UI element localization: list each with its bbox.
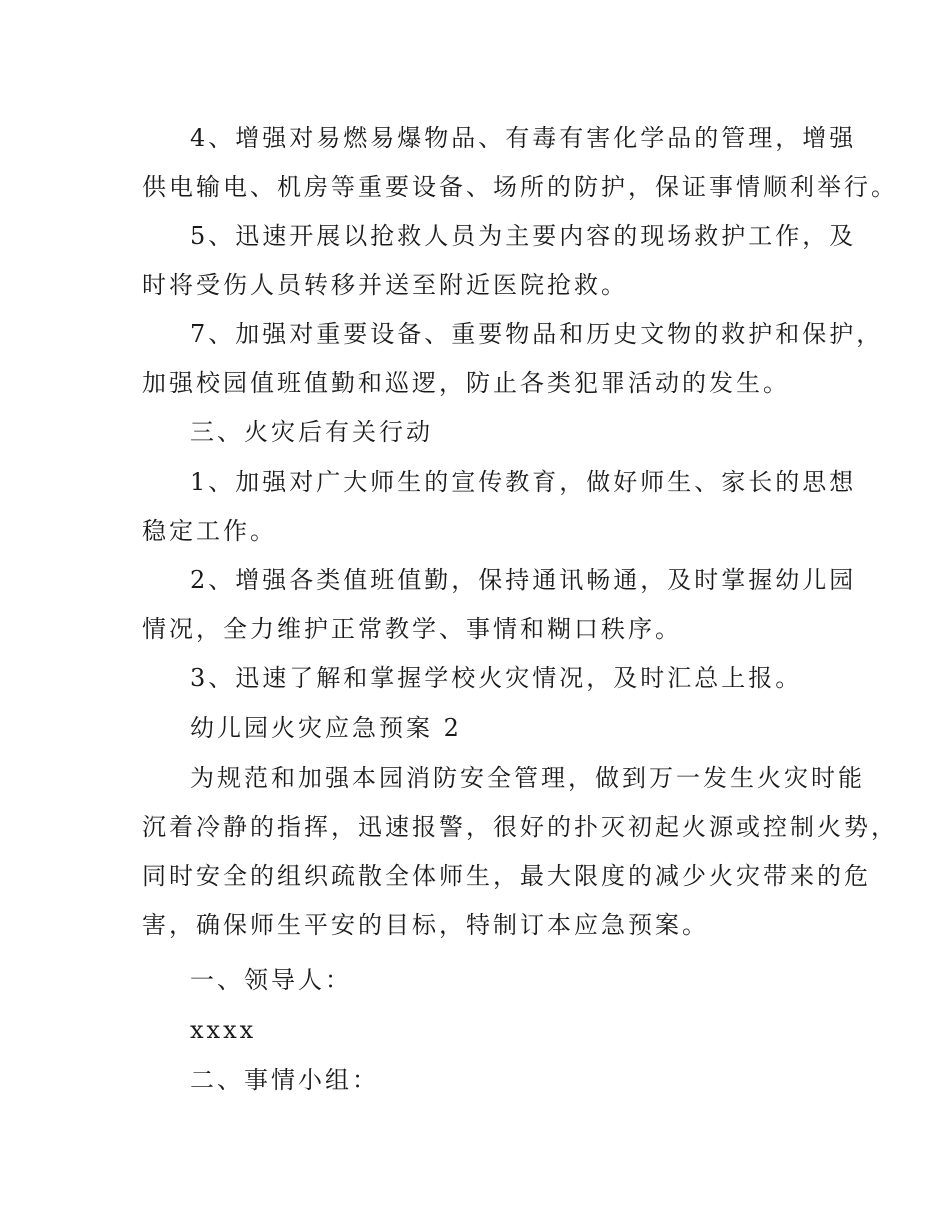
paragraph-line: 时将受伤人员转移并送至附近医院抢救。 — [142, 271, 628, 299]
text-line: xxxx — [190, 1016, 257, 1044]
paragraph-intro — [142, 754, 898, 950]
paragraph-line: 为规范和加强本园消防安全管理，做到万一发生火灾时能 — [190, 764, 865, 792]
paragraph-line: 5、迅速开展以抢救人员为主要内容的现场救护工作，及 — [190, 222, 857, 250]
heading-line: 三、火灾后有关行动 — [190, 418, 433, 446]
paragraph-item-5 — [142, 212, 857, 310]
paragraph-item-2 — [142, 556, 857, 654]
paragraph-item-4 — [142, 114, 898, 212]
paragraph-line: 1、加强对广大师生的宣传教育，做好师生、家长的思想 — [190, 468, 857, 496]
heading-line: 一、领导人： — [190, 966, 352, 994]
paragraph-line: 沉着冷静的指挥，迅速报警，很好的扑灭初起火源或控制火势， — [142, 813, 898, 841]
document-title-plan-2 — [142, 704, 822, 753]
heading-line: 幼儿园火灾应急预案 2 — [190, 714, 462, 742]
paragraph-line: 同时安全的组织疏散全体师生，最大限度的减少火灾带来的危 — [142, 862, 871, 890]
paragraph-line: 加强校园值班值勤和巡逻，防止各类犯罪活动的发生。 — [142, 369, 790, 397]
paragraph-line: 供电输电、机房等重要设备、场所的防护，保证事情顺利举行。 — [142, 173, 898, 201]
paragraph-line: 2、增强各类值班值勤，保持通讯畅通，及时掌握幼儿园 — [190, 566, 857, 594]
paragraph-line: 4、增强对易燃易爆物品、有毒有害化学品的管理，增强 — [190, 124, 857, 152]
section-heading-after-fire — [142, 408, 822, 457]
heading-line: 二、事情小组： — [190, 1066, 379, 1094]
paragraph-item-3 — [142, 654, 822, 703]
paragraph-line: 3、迅速了解和掌握学校火灾情况，及时汇总上报。 — [190, 664, 803, 692]
paragraph-line: 7、加强对重要设备、重要物品和历史文物的救护和保护， — [190, 320, 884, 348]
leader-name — [142, 1006, 822, 1055]
paragraph-item-7 — [142, 310, 884, 408]
paragraph-line: 害，确保师生平安的目标，特制订本应急预案。 — [142, 911, 709, 939]
paragraph-item-1 — [142, 458, 857, 556]
section-heading-leader — [142, 956, 822, 1005]
paragraph-line: 情况，全力维护正常教学、事情和糊口秩序。 — [142, 615, 682, 643]
section-heading-team — [142, 1056, 822, 1105]
paragraph-line: 稳定工作。 — [142, 517, 277, 545]
